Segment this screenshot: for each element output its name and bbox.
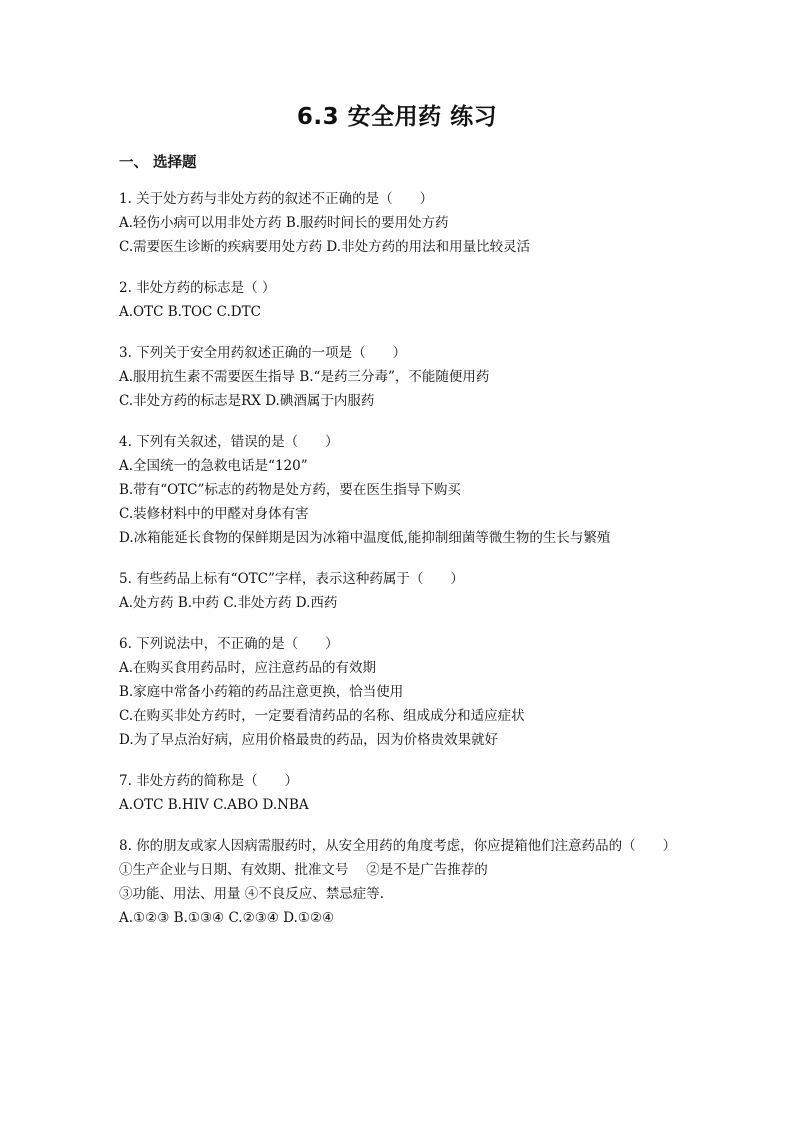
question-1 <box>119 187 687 259</box>
statement-line: ③功能、用法、用量 ④不良反应、禁忌症等. <box>119 886 385 902</box>
question-list <box>119 187 687 947</box>
answer-options: A.服用抗生素不需要医生指导 B.“是药三分毒”，不能随便用药 <box>119 369 490 385</box>
answer-options: C.需要医生诊断的疾病要用处方药 D.非处方药的用法和用量比较灵活 <box>119 239 531 255</box>
question-8 <box>119 834 687 930</box>
answer-option-d: D.冰箱能延长食物的保鲜期是因为冰箱中温度低,能抑制细菌等微生物的生长与繁殖 <box>119 530 611 546</box>
question-3 <box>119 341 687 413</box>
question-6 <box>119 632 687 752</box>
question-stem: 7. 非处方药的简称是（ ） <box>119 773 299 789</box>
question-7 <box>119 769 687 817</box>
question-stem: 6. 下列说法中，不正确的是（ ） <box>119 636 339 652</box>
answer-option-a: A.全国统一的急救电话是“120” <box>119 458 308 474</box>
answer-option-b: B.带有“OTC”标志的药物是处方药，要在医生指导下购买 <box>119 482 461 498</box>
answer-options: A.OTC B.TOC C.DTC <box>119 304 261 320</box>
question-stem: 4. 下列有关叙述，错误的是（ ） <box>119 434 339 450</box>
answer-option-b: B.家庭中常备小药箱的药品注意更换，恰当使用 <box>119 684 404 700</box>
statement-line: ①生产企业与日期、有效期、批准文号 ②是不是广告推荐的 <box>119 862 488 878</box>
answer-options: A.处方药 B.中药 C.非处方药 D.西药 <box>119 595 338 611</box>
question-stem: 5. 有些药品上标有“OTC”字样，表示这种药属于（ ） <box>119 571 464 587</box>
answer-option-c: C.在购买非处方药时，一定要看清药品的名称、组成成分和适应症状 <box>119 708 525 724</box>
answer-options: A.OTC B.HIV C.ABO D.NBA <box>119 797 309 813</box>
answer-option-d: D.为了早点治好病，应用价格最贵的药品，因为价格贵效果就好 <box>119 732 499 748</box>
question-stem: 8. 你的朋友或家人因病需服药时，从安全用药的角度考虑，你应提箱他们注意药品的（ ） <box>119 838 677 854</box>
answer-options: A.①②③ B.①③④ C.②③④ D.①②④ <box>119 910 335 926</box>
section-heading: 一、 选择题 <box>119 155 197 171</box>
question-stem: 2. 非处方药的标志是（ ） <box>119 280 276 296</box>
page-title: 6.3 安全用药 练习 <box>296 104 498 130</box>
answer-options: C.非处方药的标志是RX D.碘酒属于内服药 <box>119 393 375 409</box>
answer-options: A.轻伤小病可以用非处方药 B.服药时间长的要用处方药 <box>119 215 449 231</box>
question-5 <box>119 567 687 615</box>
question-stem: 3. 下列关于安全用药叙述正确的一项是（ ） <box>119 345 407 361</box>
question-stem: 1. 关于处方药与非处方药的叙述不正确的是（ ） <box>119 191 434 207</box>
answer-option-a: A.在购买食用药品时，应注意药品的有效期 <box>119 660 377 676</box>
question-2 <box>119 276 687 324</box>
question-4 <box>119 430 687 550</box>
answer-option-c: C.装修材料中的甲醛对身体有害 <box>119 506 309 522</box>
